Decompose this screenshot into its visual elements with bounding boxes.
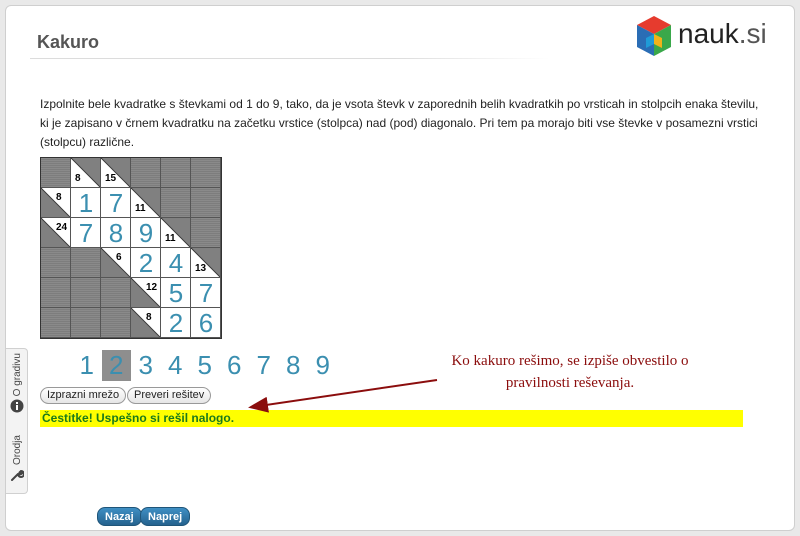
cell-digit: 8 — [108, 218, 124, 248]
digit-option[interactable]: 1 — [79, 350, 94, 380]
clue-cell — [101, 248, 131, 278]
digit-option[interactable]: 2 — [102, 350, 132, 381]
next-button[interactable]: Naprej — [140, 507, 190, 526]
black-cell — [191, 218, 221, 248]
nauk-logo[interactable] — [634, 14, 774, 58]
black-cell — [41, 248, 71, 278]
digit-option[interactable]: 8 — [286, 350, 301, 380]
digit-option[interactable]: 7 — [256, 350, 271, 380]
annotation-callout — [420, 350, 720, 394]
digit-option[interactable]: 9 — [315, 350, 330, 380]
clue-cell — [161, 218, 191, 248]
logo-text — [678, 18, 767, 50]
clear-grid-button[interactable]: Izprazni mrežo — [40, 387, 126, 404]
digit-picker — [72, 350, 338, 381]
clue-sum-column: 13 — [195, 263, 207, 274]
black-cell — [101, 308, 131, 338]
cell-digit: 7 — [198, 278, 214, 308]
black-cell — [161, 188, 191, 218]
logo-word: nauk — [678, 18, 739, 49]
digit-option[interactable]: 4 — [168, 350, 183, 380]
answer-cell[interactable] — [191, 278, 221, 308]
side-tab-tools-label: Orodja — [11, 435, 23, 466]
clue-sum-column: 15 — [105, 173, 117, 184]
clue-sum-column: 11 — [135, 203, 146, 214]
answer-cell[interactable] — [131, 218, 161, 248]
answer-cell[interactable] — [71, 188, 101, 218]
clue-cell — [191, 248, 221, 278]
answer-cell[interactable] — [161, 248, 191, 278]
clue-sum-row: 8 — [56, 192, 62, 203]
black-cell — [41, 308, 71, 338]
cell-digit: 9 — [138, 218, 154, 248]
black-cell — [71, 248, 101, 278]
answer-cell[interactable] — [101, 188, 131, 218]
clue-sum-column: 11 — [165, 233, 176, 244]
logo-cube-icon — [634, 14, 674, 58]
clue-cell — [131, 308, 161, 338]
digit-option[interactable]: 5 — [197, 350, 212, 380]
cell-digit: 2 — [138, 248, 154, 278]
instructions-text: Izpolnite bele kvadratke s števkami od 1 do 9, tako, da je vsota števk v zaporednih belih kvadratkih po vrsticah in stolpcih enaka številu, ki je zapisano v črnem kvadratku na začetku vrstice (stolpca) nad (pod) diagonalo. Pri tem pa morajo biti vse števke v posamezni vrstici (stolpcu) različne. — [40, 97, 759, 149]
clue-sum-column: 8 — [75, 173, 81, 184]
wrench-icon — [10, 468, 24, 482]
black-cell — [191, 158, 221, 188]
digit-option[interactable]: 3 — [138, 350, 153, 380]
black-cell — [41, 158, 71, 188]
kakuro-board — [40, 157, 222, 339]
answer-cell[interactable] — [131, 248, 161, 278]
cell-digit: 7 — [108, 188, 124, 218]
side-tab-about-label: O gradivu — [11, 353, 23, 397]
clue-cell — [71, 158, 101, 188]
clue-sum-row: 8 — [146, 312, 152, 323]
clue-cell — [41, 188, 71, 218]
answer-cell[interactable] — [191, 308, 221, 338]
black-cell — [101, 278, 131, 308]
result-message: Čestitke! Uspešno si rešil nalogo. — [40, 410, 743, 427]
black-cell — [71, 308, 101, 338]
check-solution-button[interactable]: Preveri rešitev — [127, 387, 211, 404]
logo-suffix: .si — [738, 18, 767, 49]
black-cell — [41, 278, 71, 308]
answer-cell[interactable] — [161, 308, 191, 338]
black-cell — [161, 158, 191, 188]
black-cell — [71, 278, 101, 308]
back-button[interactable]: Nazaj — [97, 507, 142, 526]
cell-digit: 1 — [78, 188, 94, 218]
answer-cell[interactable] — [101, 218, 131, 248]
clue-cell — [41, 218, 71, 248]
answer-cell[interactable] — [161, 278, 191, 308]
side-tab-about[interactable] — [6, 353, 28, 413]
side-tab-panel — [6, 348, 28, 494]
side-tab-tools[interactable] — [6, 435, 28, 482]
clue-sum-row: 24 — [56, 222, 68, 233]
clue-sum-row: 12 — [146, 282, 158, 293]
black-cell — [131, 158, 161, 188]
info-icon — [10, 399, 24, 413]
cell-digit: 4 — [168, 248, 184, 278]
annotation-line-1: Ko kakuro rešimo, se izpiše obvestilo o — [451, 353, 689, 369]
digit-option[interactable]: 6 — [227, 350, 242, 380]
clue-sum-row: 6 — [116, 252, 122, 263]
page-title: Kakuro — [37, 32, 100, 52]
annotation-line-2: pravilnosti reševanja. — [505, 375, 635, 391]
clue-cell — [101, 158, 131, 188]
answer-cell[interactable] — [71, 218, 101, 248]
clue-cell — [131, 278, 161, 308]
clue-cell — [131, 188, 161, 218]
black-cell — [191, 188, 221, 218]
title-divider — [30, 58, 550, 59]
cell-digit: 2 — [168, 308, 184, 338]
cell-digit: 7 — [78, 218, 94, 248]
cell-digit: 5 — [168, 278, 184, 308]
cell-digit: 6 — [198, 308, 214, 338]
